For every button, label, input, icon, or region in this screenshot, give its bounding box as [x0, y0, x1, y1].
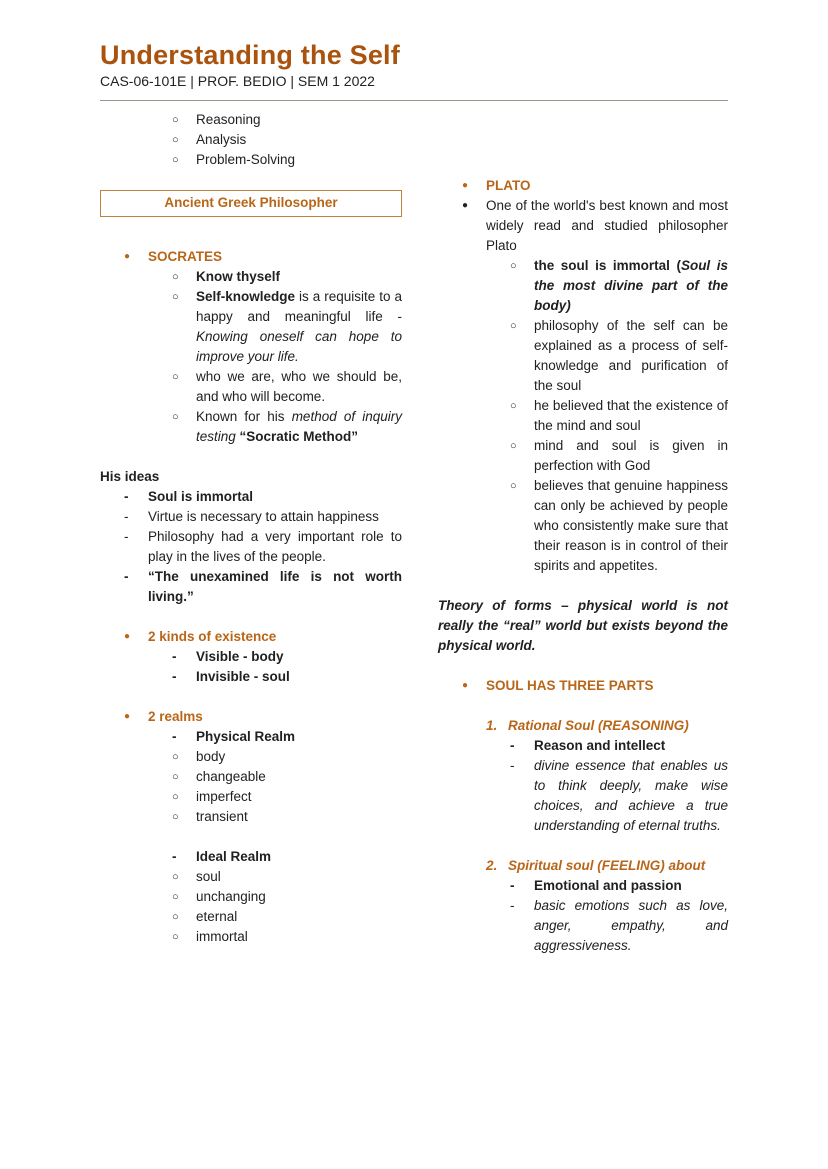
list-item: [438, 176, 728, 196]
bullet-marker-circle: ○: [172, 871, 179, 883]
bullet-marker-circle: ○: [172, 911, 179, 923]
list-item: [100, 807, 402, 827]
spacer: [100, 687, 402, 707]
item-text: Philosophy had a very important role to play in the lives of the people.: [148, 529, 402, 564]
item-text: soul: [196, 869, 221, 884]
page-title: Understanding the Self: [100, 40, 400, 70]
item-text: Rational Soul (REASONING): [508, 718, 689, 733]
bullet-marker-dash: -: [124, 489, 129, 504]
bullet-marker-circle: ○: [510, 260, 517, 272]
document-header: [100, 40, 728, 101]
item-text: Analysis: [196, 132, 247, 147]
list-item: [100, 887, 402, 907]
spacer: [100, 217, 402, 247]
item-text: Self-knowledge is a requisite to a happy and meaningful life - Knowing oneself can hope to improve your life.: [196, 289, 402, 364]
item-text: basic emotions such as love, anger, empathy, and aggressiveness.: [534, 898, 728, 953]
item-text: Invisible - soul: [196, 669, 290, 684]
list-item: [100, 647, 402, 667]
list-item: [438, 316, 728, 396]
list-item: [100, 867, 402, 887]
bullet-marker-dash: -: [172, 669, 177, 684]
list-item: [100, 767, 402, 787]
bullet-marker-disc: ●: [124, 631, 131, 642]
list-item: [438, 736, 728, 756]
left-column: [100, 110, 402, 956]
item-text: eternal: [196, 909, 238, 924]
bullet-marker-circle: ○: [172, 751, 179, 763]
item-text: Soul is immortal: [148, 489, 254, 504]
spacer: [438, 656, 728, 676]
spacer: [438, 576, 728, 596]
item-text: Physical Realm: [196, 729, 296, 744]
item-text: Spiritual soul (FEELING) about: [508, 858, 706, 873]
item-text: he believed that the existence of the mind and soul: [534, 398, 728, 433]
item-text: who we are, who we should be, and who will become.: [196, 369, 402, 404]
item-text: Visible - body: [196, 649, 284, 664]
list-item: [100, 110, 402, 130]
bullet-marker-circle: ○: [510, 440, 517, 452]
bullet-marker-circle: ○: [172, 791, 179, 803]
header-divider: [100, 100, 728, 101]
bullet-marker-circle: ○: [172, 134, 179, 146]
item-text: 2 kinds of existence: [148, 629, 277, 644]
bullet-marker-num: 1.: [486, 718, 498, 733]
course-subtitle: CAS-06-101E | PROF. BEDIO | SEM 1 2022: [100, 73, 375, 89]
list-item: [438, 896, 728, 956]
list-item: [100, 150, 402, 170]
bullet-marker-dash: -: [172, 649, 177, 664]
paragraph: [100, 467, 402, 487]
item-text: Emotional and passion: [534, 878, 682, 893]
list-item: [100, 247, 402, 267]
list-item: [100, 130, 402, 150]
item-text: PLATO: [486, 178, 531, 193]
bullet-marker-circle: ○: [172, 771, 179, 783]
item-text: Theory of forms – physical world is not really the “real” world but exists beyond the physical world.: [438, 598, 728, 653]
bullet-marker-disc: ●: [462, 680, 469, 691]
list-item: [100, 267, 402, 287]
bullet-marker-circle: ○: [510, 480, 517, 492]
bullet-marker-disc: ●: [462, 200, 469, 211]
list-item: [100, 667, 402, 687]
item-text: 2 realms: [148, 709, 203, 724]
spacer: [100, 827, 402, 847]
bullet-marker-circle: ○: [172, 811, 179, 823]
list-item: [100, 567, 402, 607]
bullet-marker-circle: ○: [172, 931, 179, 943]
spacer: [438, 110, 728, 176]
list-item: [100, 487, 402, 507]
list-item: [100, 907, 402, 927]
item-text: His ideas: [100, 469, 160, 484]
bullet-marker-dash: -: [510, 738, 515, 753]
item-text: believes that genuine happiness can only be achieved by people who consistently make sure that their reason is in control of their spirits and appetites.: [534, 478, 728, 573]
list-item: [438, 436, 728, 476]
spacer: [100, 607, 402, 627]
bullet-marker-dash: -: [510, 898, 515, 913]
spacer: [100, 447, 402, 467]
list-item: [100, 507, 402, 527]
bullet-marker-disc: ●: [124, 251, 131, 262]
bullet-marker-num: 2.: [486, 858, 498, 873]
list-item: [100, 627, 402, 647]
bullet-marker-dash: -: [124, 569, 129, 584]
item-text: divine essence that enables us to think deeply, make wise choices, and achieve a true understanding of eternal truths.: [534, 758, 728, 833]
list-item: [100, 927, 402, 947]
bullet-marker-dash: -: [124, 529, 129, 544]
item-text: Ideal Realm: [196, 849, 272, 864]
bullet-marker-circle: ○: [172, 154, 179, 166]
bullet-marker-dash: -: [510, 758, 515, 773]
list-item: [100, 847, 402, 867]
bullet-marker-dash: -: [172, 729, 177, 744]
item-text: mind and soul is given in perfection with God: [534, 438, 728, 473]
list-item: [438, 196, 728, 256]
bullet-marker-circle: ○: [172, 891, 179, 903]
item-text: body: [196, 749, 226, 764]
bullet-marker-circle: ○: [172, 271, 179, 283]
item-text: Reasoning: [196, 112, 261, 127]
item-text: immortal: [196, 929, 248, 944]
spacer: [100, 170, 402, 190]
spacer: [438, 696, 728, 716]
item-text: the soul is immortal (Soul is the most divine part of the body): [534, 258, 728, 313]
bullet-marker-circle: ○: [172, 114, 179, 126]
list-item: [438, 756, 728, 836]
item-text: philosophy of the self can be explained as a process of self-knowledge and purification of the soul: [534, 318, 728, 393]
list-item: [100, 367, 402, 407]
bullet-marker-circle: ○: [172, 371, 179, 383]
list-item: [438, 716, 728, 736]
list-item: [100, 527, 402, 567]
item-text: SOUL HAS THREE PARTS: [486, 678, 654, 693]
list-item: [100, 707, 402, 727]
bullet-marker-circle: ○: [510, 320, 517, 332]
list-item: [100, 787, 402, 807]
bullet-marker-circle: ○: [172, 291, 179, 303]
bullet-marker-dash: -: [172, 849, 177, 864]
list-item: [438, 256, 728, 316]
item-text: SOCRATES: [148, 249, 223, 264]
bullet-marker-disc: ●: [124, 711, 131, 722]
bullet-marker-dash: -: [510, 878, 515, 893]
item-text: One of the world's best known and most widely read and studied philosopher Plato: [486, 198, 728, 253]
bullet-marker-disc: ●: [462, 180, 469, 191]
spacer: [438, 836, 728, 856]
item-text: unchanging: [196, 889, 266, 904]
item-text: “The unexamined life is not worth living.”: [148, 569, 402, 604]
bullet-marker-circle: ○: [172, 411, 179, 423]
bullet-marker-dash: -: [124, 509, 129, 524]
item-text: transient: [196, 809, 248, 824]
two-column-body: [100, 110, 728, 956]
item-text: Know thyself: [196, 269, 281, 284]
item-text: changeable: [196, 769, 266, 784]
item-text: Known for his method of inquiry testing “Socratic Method”: [196, 409, 403, 444]
list-item: [438, 856, 728, 876]
list-item: [438, 876, 728, 896]
list-item: [438, 476, 728, 576]
item-text: Virtue is necessary to attain happiness: [148, 509, 379, 524]
bullet-marker-circle: ○: [510, 400, 517, 412]
section-heading-box: Ancient Greek Philosopher: [100, 190, 402, 217]
list-item: [100, 287, 402, 367]
paragraph: [438, 596, 728, 656]
list-item: [438, 676, 728, 696]
item-text: Problem-Solving: [196, 152, 296, 167]
list-item: [438, 396, 728, 436]
list-item: [100, 727, 402, 747]
item-text: imperfect: [196, 789, 252, 804]
right-column: [438, 110, 728, 956]
list-item: [100, 407, 402, 447]
item-text: Reason and intellect: [534, 738, 666, 753]
list-item: [100, 747, 402, 767]
